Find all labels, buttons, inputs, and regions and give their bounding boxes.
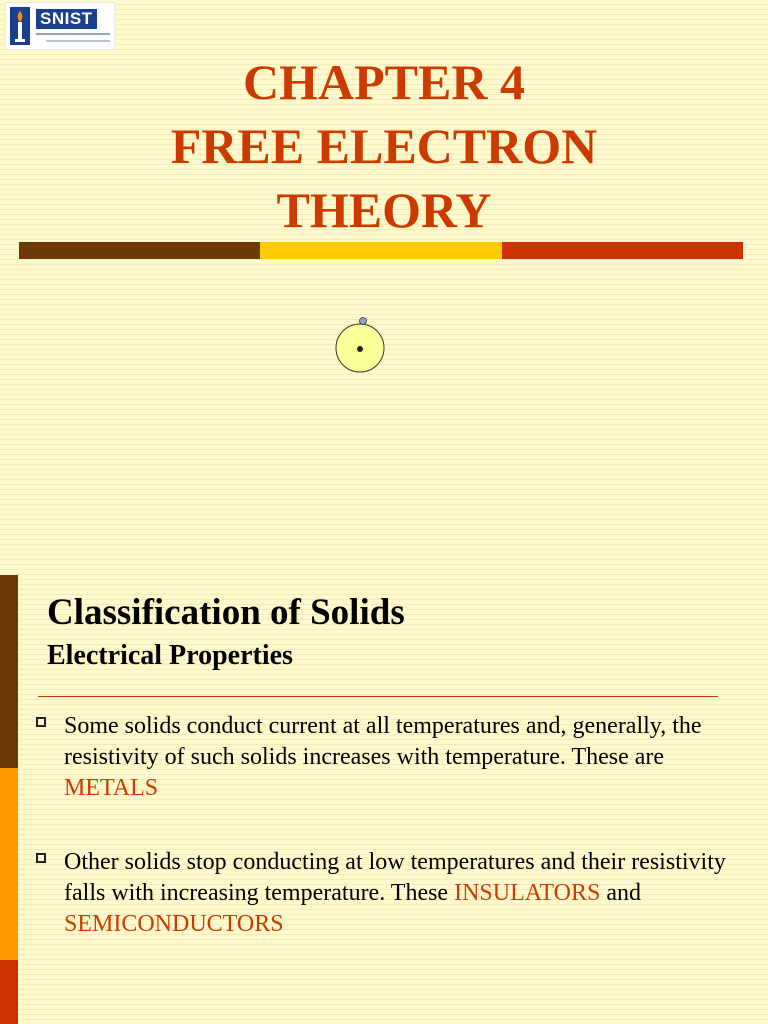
slide-subheading: Electrical Properties xyxy=(47,640,293,671)
bullet-text xyxy=(64,711,754,804)
slide-sidebar xyxy=(0,575,18,1024)
square-bullet-icon xyxy=(36,717,46,727)
content-slide xyxy=(0,575,768,1024)
sidebar-segment-orange xyxy=(0,768,18,960)
highlight-metals: METALS xyxy=(64,775,159,801)
highlight-semiconductors: SEMICONDUCTORS xyxy=(64,911,284,937)
snist-logo xyxy=(5,2,115,50)
title-line-1: CHAPTER 4 xyxy=(243,54,525,110)
sidebar-segment-brown xyxy=(0,575,18,768)
title-line-2: FREE ELECTRON xyxy=(170,118,598,174)
atom-orbit-icon xyxy=(333,316,393,381)
sidebar-segment-red xyxy=(0,960,18,1024)
divider-segment-red xyxy=(502,242,743,259)
square-bullet-icon xyxy=(36,853,46,863)
title-divider xyxy=(19,242,743,259)
bullet-body: Other solids stop conducting at low temperatures and their resistivity falls with increasing temperature. These xyxy=(64,849,726,906)
heading-rule xyxy=(38,696,718,697)
divider-segment-brown xyxy=(19,242,260,259)
torch-icon xyxy=(6,3,36,49)
slide-title xyxy=(0,50,768,242)
logo-subtitle-line xyxy=(36,33,110,35)
slide-heading: Classification of Solids xyxy=(47,592,405,633)
logo-motto-line xyxy=(46,40,110,42)
divider-segment-yellow xyxy=(260,242,501,259)
bullet-connector: and xyxy=(600,880,641,906)
bullet-text xyxy=(64,847,754,940)
bullet-body: Some solids conduct current at all temperatures and, generally, the resistivity of such solids increases with temperature. These are xyxy=(64,713,702,770)
title-line-3: THEORY xyxy=(276,182,492,238)
logo-brand-text: SNIST xyxy=(36,9,97,29)
highlight-insulators: INSULATORS xyxy=(454,880,601,906)
